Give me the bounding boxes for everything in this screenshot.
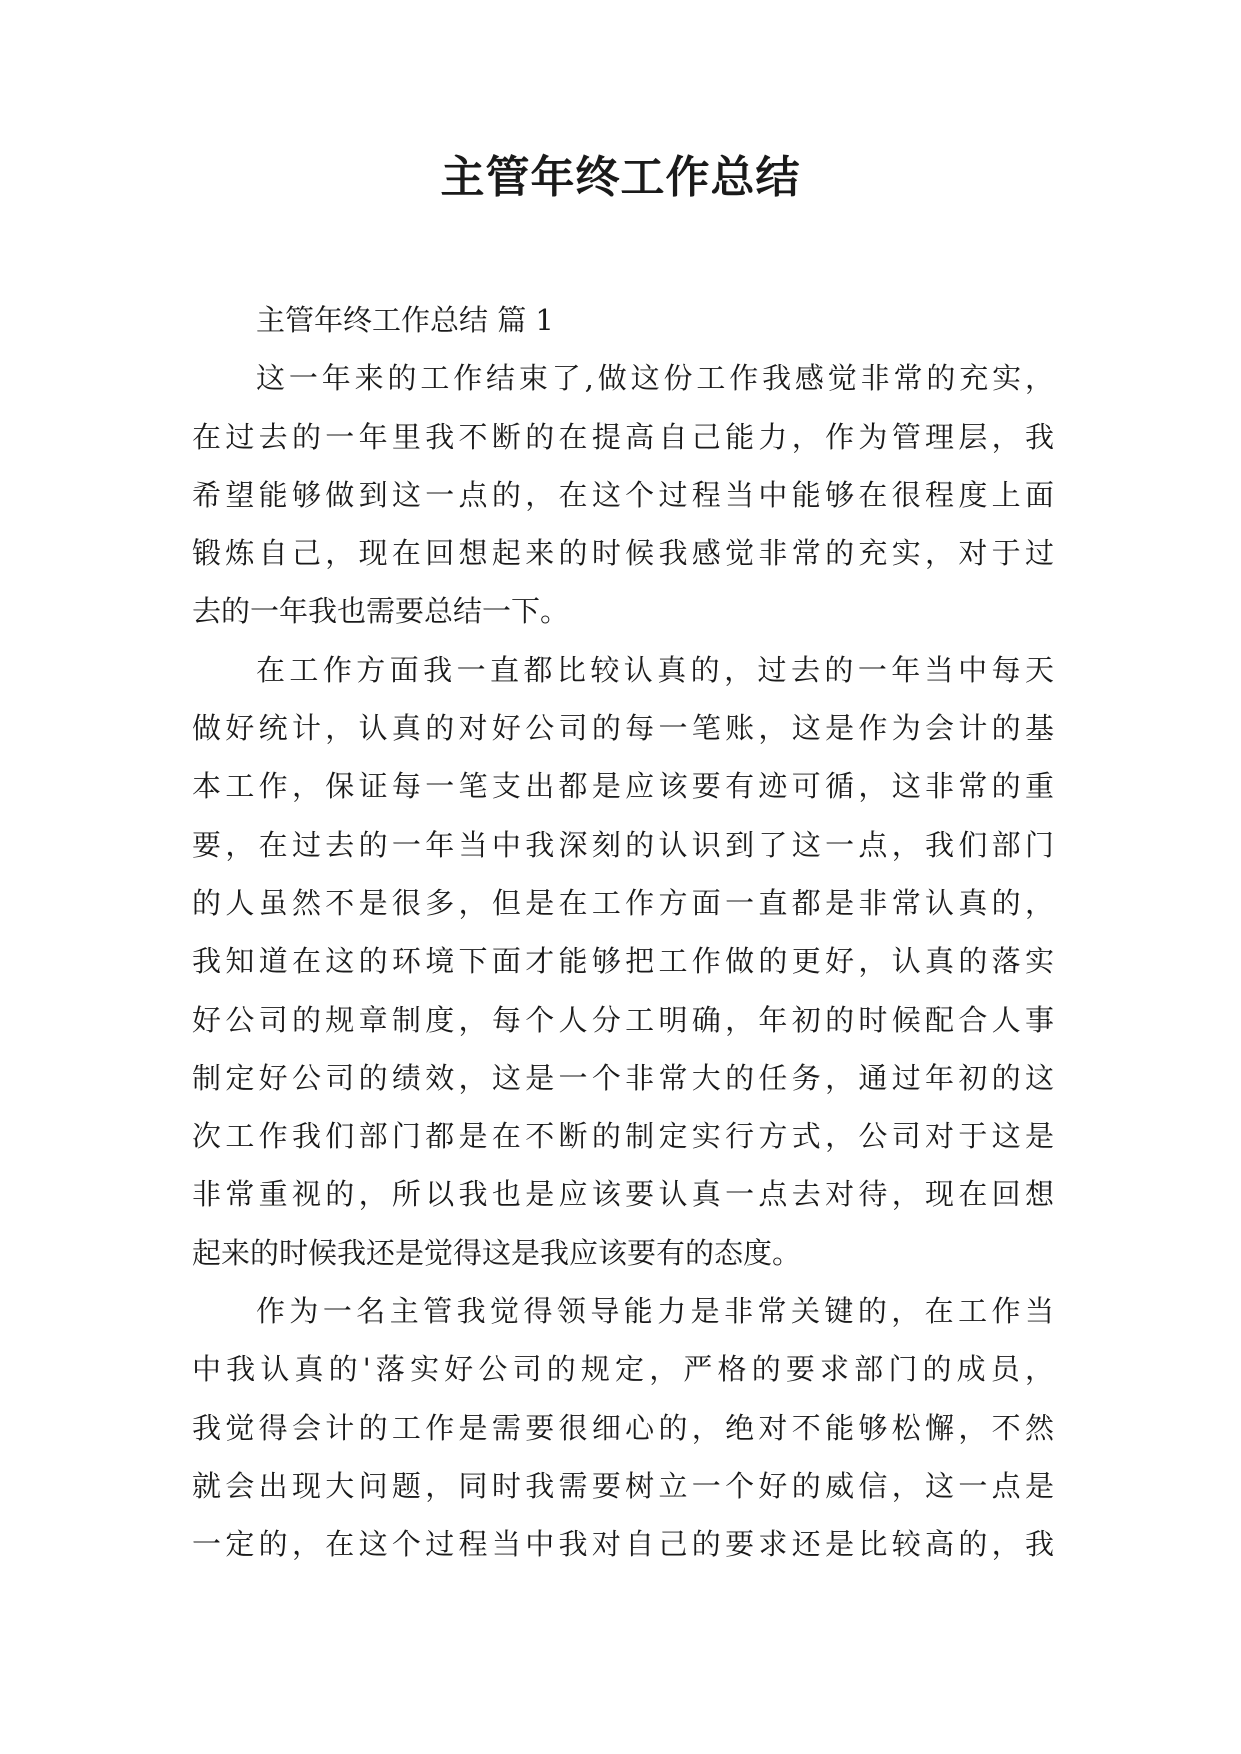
- text-line: 起来的时候我还是觉得这是我应该要有的态度。: [192, 1235, 802, 1270]
- text-line: 在过去的一年里我不断的在提高自己能力，作为管理层，我: [192, 419, 1054, 454]
- text-line: 好公司的规章制度，每个人分工明确，年初的时候配合人事: [192, 1002, 1054, 1037]
- text-line: 一定的，在这个过程当中我对自己的要求还是比较高的，我: [192, 1527, 1054, 1562]
- text-line: 锻炼自己，现在回想起来的时候我感觉非常的充实，对于过: [192, 536, 1054, 571]
- text-line: 的人虽然不是很多，但是在工作方面一直都是非常认真的，: [192, 885, 1054, 920]
- text-line: 制定好公司的绩效，这是一个非常大的任务，通过年初的这: [192, 1060, 1054, 1095]
- text-line: 次工作我们部门都是在不断的制定实行方式，公司对于这是: [192, 1119, 1054, 1154]
- text-line: 中我认真的'落实好公司的规定，严格的要求部门的成员，: [192, 1352, 1054, 1387]
- document-title: 主管年终工作总结: [440, 152, 801, 203]
- text-line: 要，在过去的一年当中我深刻的认识到了这一点，我们部门: [192, 827, 1054, 862]
- text-line: 做好统计，认真的对好公司的每一笔账，这是作为会计的基: [192, 711, 1054, 746]
- text-line: 我知道在这的环境下面才能够把工作做的更好，认真的落实: [192, 944, 1054, 979]
- text-line: 非常重视的，所以我也是应该要认真一点去对待，现在回想: [192, 1177, 1054, 1212]
- text-line: 就会出现大问题，同时我需要树立一个好的威信，这一点是: [192, 1468, 1054, 1503]
- section-heading: 主管年终工作总结 篇 1: [256, 303, 554, 337]
- text-line: 希望能够做到这一点的，在这个过程当中能够在很程度上面: [192, 477, 1054, 512]
- text-line: 在工作方面我一直都比较认真的，过去的一年当中每天: [256, 652, 1054, 687]
- text-line: 本工作，保证每一笔支出都是应该要有迹可循，这非常的重: [192, 769, 1054, 804]
- text-line: 这一年来的工作结束了,做这份工作我感觉非常的充实，: [256, 361, 1054, 396]
- text-line: 我觉得会计的工作是需要很细心的，绝对不能够松懈，不然: [192, 1410, 1054, 1445]
- text-line: 去的一年我也需要总结一下。: [192, 594, 570, 629]
- document-body: [192, 291, 1054, 1574]
- text-line: 作为一名主管我觉得领导能力是非常关键的，在工作当: [256, 1294, 1054, 1329]
